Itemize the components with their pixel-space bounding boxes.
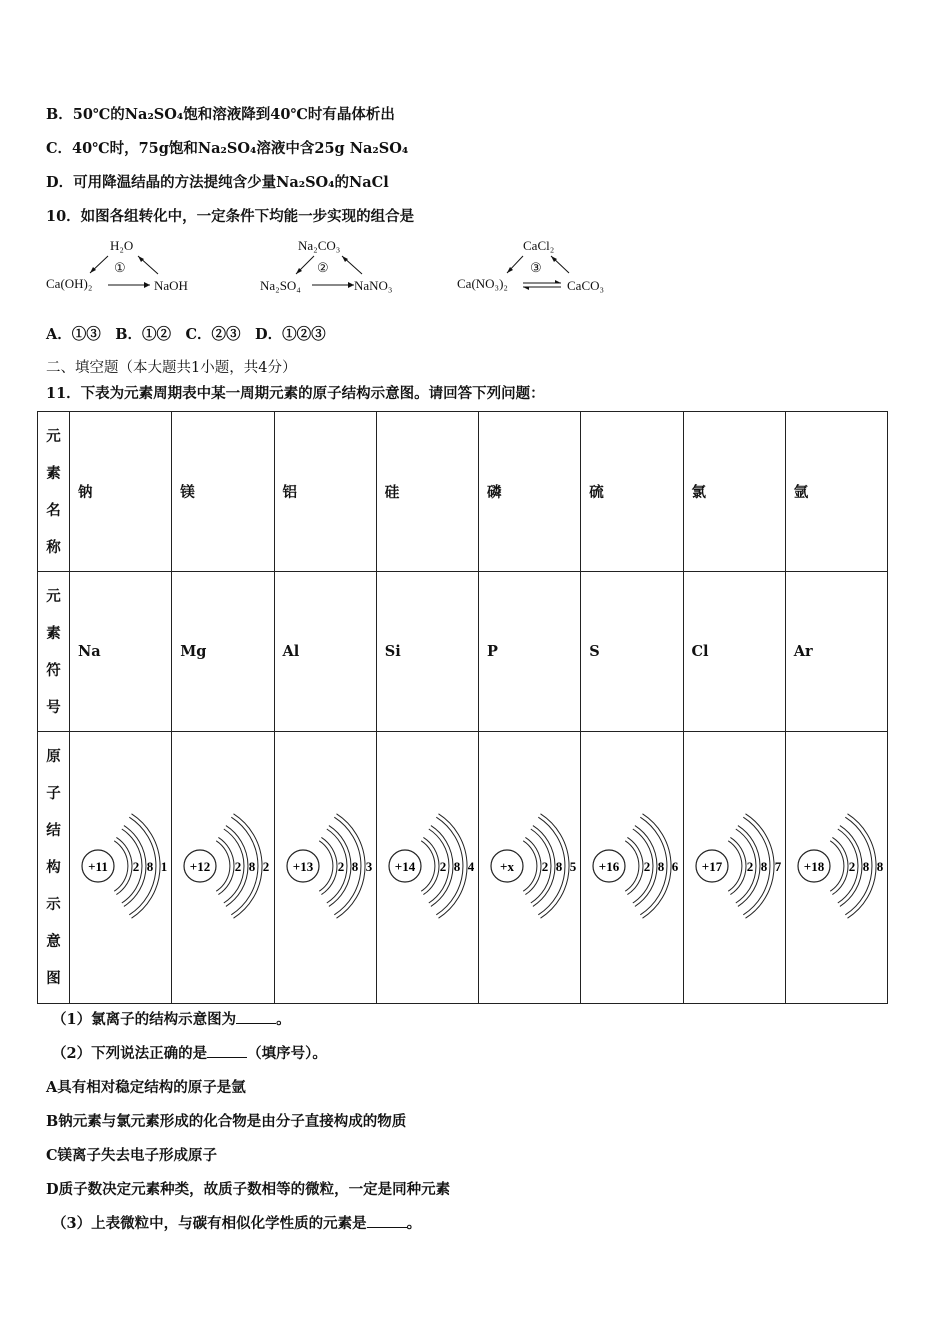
electron-shell-arc [523,840,537,890]
shell-electron-count: 2 [337,858,344,874]
shell-electron-count: 1 [160,858,168,874]
electron-shell-arc [423,837,439,894]
diagram-3-num: ③ [530,260,542,275]
electron-shell-arc [116,837,132,894]
cell-name: 氩 [785,412,887,572]
nucleus-charge: +17 [701,858,722,874]
cell-name: 铝 [274,412,376,572]
question-11-stem: 11．下表为元素周期表中某一周期元素的原子结构示意图。请回答下列问题： [46,385,545,402]
sub-question-2: （2）下列说法正确的是 （填序号）。 [52,1045,327,1062]
atom-svg [70,788,170,948]
diagram-2-right: NaNO₃ [354,278,393,293]
cell-symbol: P [479,572,581,732]
element-table [37,411,888,1004]
cell-symbol: Al [274,572,376,732]
cell-symbol: Na [70,572,172,732]
atom-cell [683,732,785,1004]
electron-shell-arc [219,837,235,894]
shell-electron-count: 6 [672,858,679,874]
shell-electron-count: 5 [569,858,577,874]
nucleus-charge: +13 [292,858,313,874]
atom-diagram-al [275,788,376,948]
cell-symbol: Si [376,572,478,732]
atom-svg [172,788,272,948]
shell-electron-count: 8 [351,858,358,874]
cell-symbol: Cl [683,572,785,732]
diagram-3-top: CaCl₂ [523,238,555,253]
atom-cell [274,732,376,1004]
cell-symbol: S [581,572,683,732]
atom-diagram-si [377,788,478,948]
nucleus-charge: +18 [803,858,824,874]
shell-electron-count: 2 [746,858,753,874]
row-element-name [38,412,888,572]
diagram-3-left: Ca(NO₃)₂ [457,276,508,291]
shell-electron-count: 8 [249,858,256,874]
option-a-q11: A具有相对稳定结构的原子是氩 [46,1079,246,1096]
answer-blank[interactable] [236,1011,276,1024]
atom-svg [377,788,477,948]
electron-shell-arc [832,837,848,894]
shell-electron-count: 8 [876,858,883,874]
shell-electron-count: 3 [365,858,372,874]
diagram-1-left: Ca(OH)₂ [46,276,93,291]
cell-name: 磷 [479,412,581,572]
atom-diagram-cl [684,788,785,948]
atom-svg [684,788,784,948]
shell-electron-count: 4 [467,858,474,874]
electron-shell-arc [319,840,333,890]
atom-svg [275,788,375,948]
atom-diagram-s [581,788,682,948]
option-c-q11: C镁离子失去电子形成原子 [46,1147,218,1164]
atom-cell [376,732,478,1004]
cell-name: 硅 [376,412,478,572]
row-atomic-structure [38,732,888,1004]
nucleus-charge: +16 [599,858,620,874]
cell-symbol: Ar [785,572,887,732]
cell-symbol: Mg [172,572,274,732]
option-d-q9: D．可用降温结晶的方法提纯含少量Na₂SO₄的NaCl [46,174,389,191]
diagram-1 [46,238,216,298]
atom-diagram-na [70,788,171,948]
answer-blank[interactable] [367,1215,407,1228]
diagram-2-left: Na₂SO₄ [260,278,301,293]
cell-name: 硫 [581,412,683,572]
electron-shell-arc [421,840,435,890]
sub-question-1: （1）氯离子的结构示意图为 。 [52,1011,291,1028]
shell-electron-count: 2 [263,858,270,874]
electron-shell-arc [730,837,746,894]
question-10-choices: A．①③ B．①② C．②③ D．①②③ [46,326,326,343]
atom-svg [479,788,579,948]
shell-electron-count: 2 [439,858,446,874]
diagram-2-num: ② [317,260,329,275]
atom-cell [479,732,581,1004]
atom-diagram-mg [172,788,273,948]
header-atomic-structure: 原 子 结 构 示 意 图 [38,732,70,1004]
row-element-symbol [38,572,888,732]
question-10-stem: 10．如图各组转化中，一定条件下均能一步实现的组合是 [46,208,415,225]
shell-electron-count: 8 [658,858,665,874]
diagram-1-num: ① [114,260,126,275]
cell-name: 氯 [683,412,785,572]
shell-electron-count: 8 [760,858,767,874]
electron-shell-arc [728,840,742,890]
shell-electron-count: 2 [644,858,651,874]
header-element-symbol: 元 素 符 号 [38,572,70,732]
atom-svg [581,788,681,948]
nucleus-charge: +11 [88,858,108,874]
diagram-2 [260,238,430,298]
electron-shell-arc [114,840,128,890]
nucleus-charge: +14 [394,858,415,874]
atom-cell [581,732,683,1004]
shell-electron-count: 2 [848,858,855,874]
shell-electron-count: 8 [862,858,869,874]
atom-cell [172,732,274,1004]
diagram-2-top: Na₂CO₃ [298,238,341,253]
electron-shell-arc [830,840,844,890]
diagram-1-top: H₂O [110,238,134,253]
option-b-q9: B．50℃的Na₂SO₄饱和溶液降到40℃时有晶体析出 [46,106,395,123]
shell-electron-count: 8 [453,858,460,874]
cell-name: 钠 [70,412,172,572]
shell-electron-count: 2 [235,858,242,874]
sub-question-3: （3）上表微粒中，与碳有相似化学性质的元素是 。 [52,1215,422,1232]
header-element-name: 元 素 名 称 [38,412,70,572]
electron-shell-arc [216,840,230,890]
atom-diagram-p [479,788,580,948]
atom-svg [786,788,886,948]
diagram-1-right: NaOH [154,278,188,293]
electron-shell-arc [525,837,541,894]
diagram-3 [457,238,627,298]
option-c-q9: C．40℃时，75g饱和Na₂SO₄溶液中含25g Na₂SO₄ [46,140,409,157]
nucleus-charge: +x [500,858,514,874]
diagram-3-right: CaCO₃ [567,278,605,293]
option-d-q11: D质子数决定元素种类，故质子数相等的微粒，一定是同种元素 [46,1181,451,1198]
cell-name: 镁 [172,412,274,572]
shell-electron-count: 2 [132,858,140,874]
shell-electron-count: 8 [146,858,154,874]
option-b-q11: B钠元素与氯元素形成的化合物是由分子直接构成的物质 [46,1113,407,1130]
electron-shell-arc [625,840,639,890]
atom-cell [70,732,172,1004]
atom-diagram-ar [786,788,887,948]
electron-shell-arc [321,837,337,894]
answer-blank[interactable] [207,1045,247,1058]
section-2-heading: 二、填空题（本大题共1小题，共4分） [46,360,297,376]
shell-electron-count: 8 [555,858,563,874]
atom-cell [785,732,887,1004]
electron-shell-arc [628,837,644,894]
nucleus-charge: +12 [190,858,211,874]
shell-electron-count: 2 [541,858,549,874]
shell-electron-count: 7 [774,858,781,874]
